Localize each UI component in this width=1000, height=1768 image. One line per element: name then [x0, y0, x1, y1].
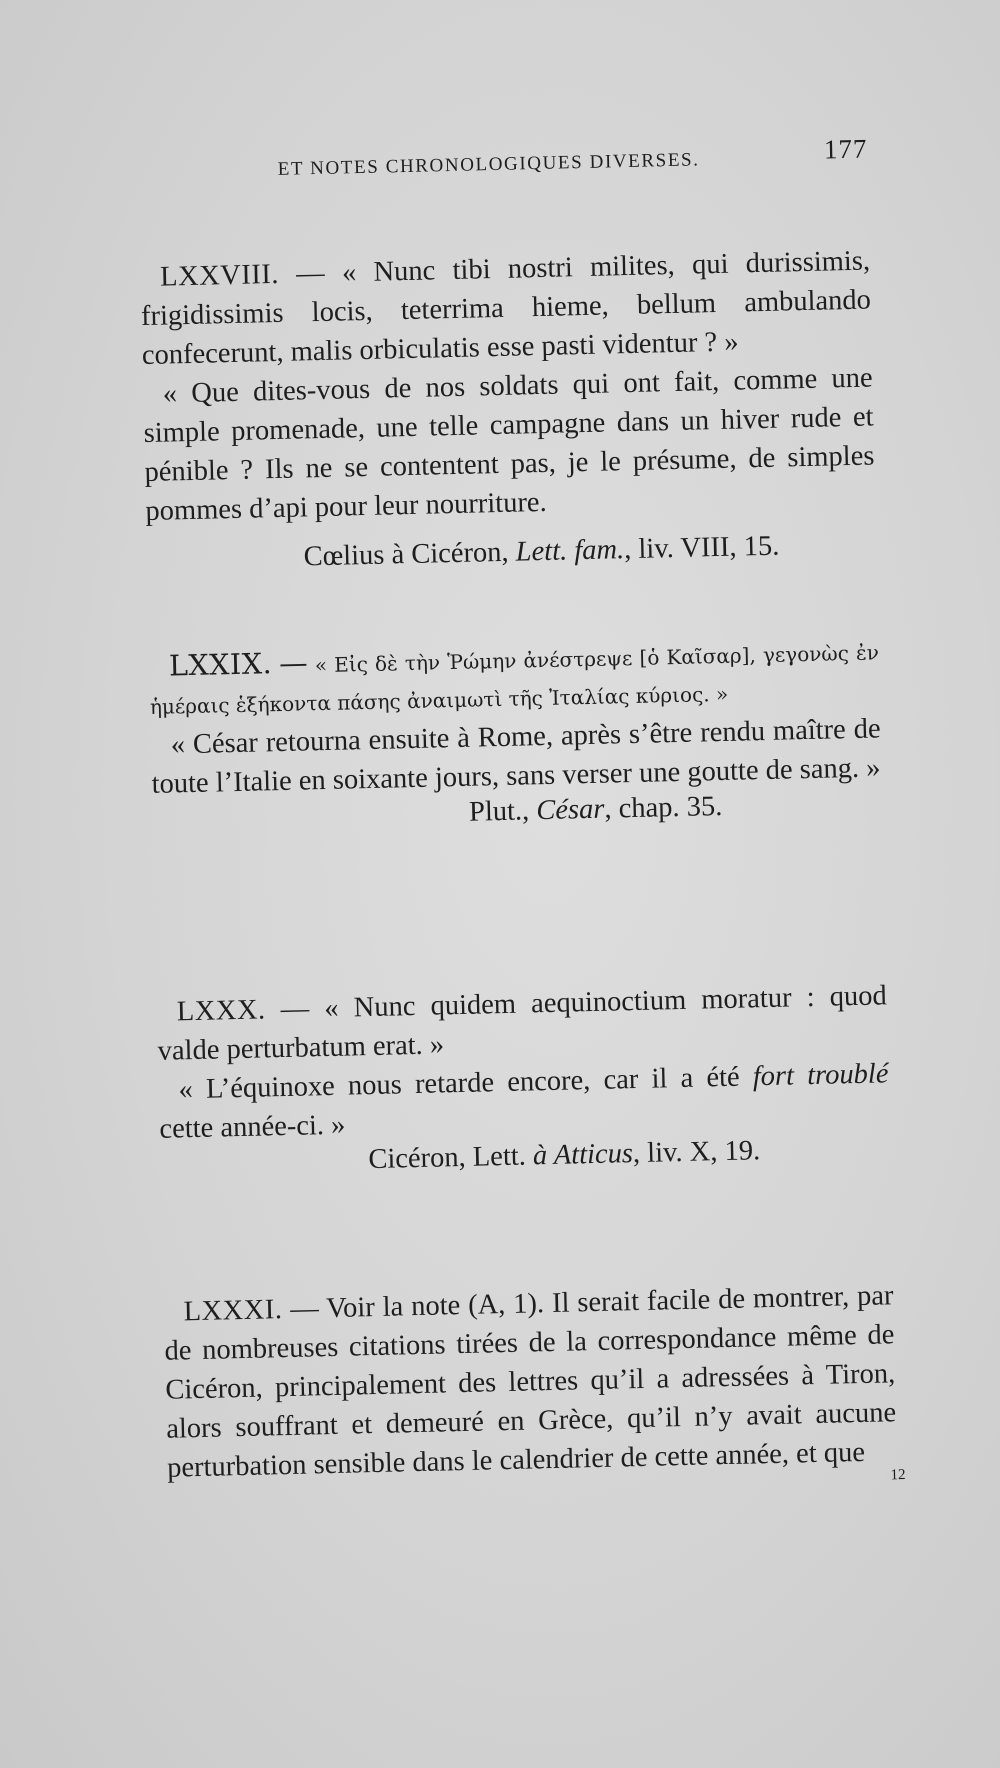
running-head: ET NOTES CHRONOLOGIQUES DIVERSES.	[277, 149, 700, 180]
entry-dash: —	[289, 1293, 320, 1325]
greek-quote: « Εἰς δὲ τὴν Ῥώμην ἀνέστρεψε [ὁ Καῖσαρ], γεγονὼς ἐν ἡμέραις ἑξήκοντα πάσης ἀναιμωτὶ τῆς Ἰταλίας κύριος. »	[149, 640, 880, 719]
entry-lxxxi	[163, 1276, 897, 1488]
translation-italic: fort troublé	[752, 1058, 889, 1093]
source-suffix: , chap. 35.	[604, 790, 723, 825]
source-italic: César	[535, 793, 605, 827]
latin-quote: « Nunc tibi nostri milites, qui durissimis, frigidissimis locis, teterrima hieme, bellum ambulando confecerunt, malis orbiculatis esse pasti videntur ? »	[140, 245, 872, 372]
entry-dash: —	[280, 993, 310, 1026]
source-prefix: Cœlius à Cicéron,	[303, 536, 509, 573]
page-number: 177	[823, 133, 868, 165]
signature-mark: 12	[890, 1466, 906, 1484]
body-paragraph	[163, 1276, 897, 1488]
entry-lxxix	[149, 631, 883, 839]
french-translation: « Que dites-vous de nos soldats qui ont fait, comme une simple promenade, une telle campagne dans un hiver rude et pénible ? Ils ne se contentent pas, je le présume, de simples pommes d’api pour leur nourriture.	[143, 362, 875, 527]
entry-numeral: LXXX.	[176, 994, 266, 1028]
latin-quote: « Nunc quidem aequinoctium moratur : quod valde perturbatum erat. »	[157, 980, 887, 1067]
page-header	[137, 132, 868, 189]
entry-numeral: LXXIX.	[168, 647, 273, 683]
entry-dash: —	[295, 257, 326, 290]
source-prefix: Cicéron, Lett.	[368, 1140, 527, 1176]
translation-start: « L’équinoxe nous retarde encore, car il a été	[178, 1061, 740, 1106]
source-prefix: Plut.,	[468, 795, 530, 828]
translation-end: cette année-ci. »	[159, 1109, 346, 1145]
french-translation: « César retourna ensuite à Rome, après s’être rendu maître de toute l’Italie en soixante jours, sans verser une goutte de sang. »	[151, 713, 881, 800]
entry-numeral: LXXVIII.	[159, 258, 280, 293]
source-suffix: , liv. VIII, 15.	[623, 530, 780, 566]
entry-numeral: LXXXI.	[183, 1294, 283, 1328]
source-citation	[146, 524, 877, 580]
entry-dash: —	[278, 646, 309, 680]
source-suffix: , liv. X, 19.	[632, 1135, 761, 1170]
source-italic: Lett. fam.	[515, 534, 625, 568]
entry-lxxx	[156, 976, 890, 1184]
entry-lxxviii	[140, 241, 877, 579]
source-italic: à Atticus	[532, 1138, 634, 1172]
latin-paragraph	[140, 241, 872, 375]
body-text: Voir la note (A, 1). Il serait facile de montrer, par de nombreuses citations tirées de la correspondance même de Cicéron, principalement des lettres qu’il a adressées à Tiron, alors souffrant et demeuré en Grèce, qu’il n’y avait aucune perturbation sensible dans le calendrier de cette année, et que	[164, 1280, 897, 1484]
